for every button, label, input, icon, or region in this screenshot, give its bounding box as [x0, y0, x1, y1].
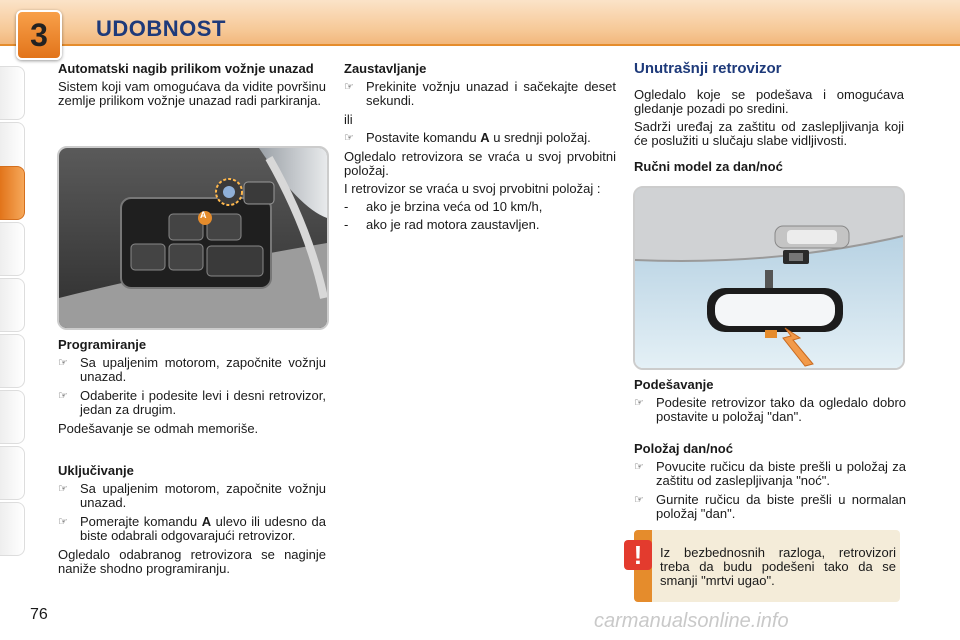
control-a-ref: A [480, 130, 490, 145]
control-a-ref: A [201, 514, 212, 529]
dash-item: - ako je rad motora zaustavljen. [344, 217, 540, 232]
finger-pointer-icon: ☞ [58, 357, 68, 369]
list-item [634, 460, 906, 488]
finger-pointer-icon: ☞ [634, 494, 644, 506]
chapter-tab-7[interactable] [0, 390, 25, 444]
interior-mirror-section [634, 62, 904, 178]
page-title: UDOBNOST [96, 16, 226, 41]
mirror-description: Ogledalo koje se podešava i omogućava gledanje pozadi po sredini. [634, 87, 904, 116]
manual-model-heading: Ručni model za dan/noć [634, 159, 783, 174]
left-intro-text: Sistem koji vam omogućava da vidite površinu zemlje prilikom vožnje unazad radi parkiranja. [58, 79, 326, 108]
day-night-section [634, 442, 906, 526]
left-intro [58, 62, 326, 112]
list-item-text: Povucite ručicu da biste prešli u položaj za zaštitu od zaslepljivanja "noć". [656, 459, 906, 488]
warning-text: Iz bezbednosnih razloga, retrovizori treba da budu podešeni tako da se smanji "mrtvi ugao". [660, 545, 896, 588]
list-item [58, 482, 326, 510]
list-item-text: Gurnite ručicu da biste prešli u normalan položaj "dan". [656, 492, 906, 521]
dash-item-text: ako je rad motora zaustavljen. [366, 217, 540, 232]
finger-pointer-icon: ☞ [58, 390, 68, 402]
list-item-text: ulevo ili udesno da biste odabrali odgovarajući retrovizor. [80, 514, 326, 543]
header-divider [0, 44, 960, 46]
list-item-text: Odaberite i podesite levi i desni retrovizor, jedan za drugim. [80, 388, 326, 417]
stop-section [344, 62, 616, 236]
list-item [634, 493, 906, 521]
stop-heading: Zaustavljanje [344, 61, 427, 76]
section-title: Unutrašnji retrovizor [634, 60, 782, 77]
list-item-text: Sa upaljenim motorom, započnite vožnju unazad. [80, 481, 326, 510]
list-item [58, 389, 326, 417]
adjustment-heading: Podešavanje [634, 377, 714, 392]
list-item-text: Podesite retrovizor tako da ogledalo dobro postavite u položaj "dan". [656, 395, 906, 424]
chapter-tab-5[interactable] [0, 278, 25, 332]
day-night-heading: Položaj dan/noć [634, 441, 733, 456]
finger-pointer-icon: ☞ [58, 516, 68, 528]
exclamation-icon: ! [624, 540, 652, 570]
chapter-tab-3-active[interactable] [0, 166, 25, 220]
watermark: carmanualsonline.info [594, 610, 789, 632]
activation-heading: Uključivanje [58, 463, 134, 478]
list-item [344, 131, 616, 145]
page-number: 76 [30, 606, 48, 623]
rearview-mirror-illustration [633, 186, 905, 370]
list-item-text: u srednji položaj. [489, 130, 591, 145]
activation-note: Ogledalo odabranog retrovizora se naginje naniže shodno programiranju. [58, 547, 326, 576]
programming-heading: Programiranje [58, 337, 147, 352]
chapter-tab-4[interactable] [0, 222, 25, 276]
left-heading: Automatski nagib prilikom vožnje unazad [58, 61, 314, 76]
dash-item: - ako je brzina veća od 10 km/h, [344, 199, 543, 214]
callout-a-label: A [200, 210, 207, 220]
finger-pointer-icon: ☞ [634, 461, 644, 473]
list-item-text: Prekinite vožnju unazad i sačekajte deset sekundi. [366, 79, 616, 108]
dash-item-text: ako je brzina veća od 10 km/h, [366, 199, 543, 214]
chapter-number-badge: 3 [16, 10, 62, 60]
adjustment-section [634, 378, 906, 429]
chapter-tab-9[interactable] [0, 502, 25, 556]
finger-pointer-icon: ☞ [634, 397, 644, 409]
list-item-text: Pomerajte komandu [80, 514, 202, 529]
list-item-text: Postavite komandu [366, 130, 481, 145]
list-item-text: Sa upaljenim motorom, započnite vožnju unazad. [80, 355, 326, 384]
finger-pointer-icon: ☞ [344, 132, 354, 144]
list-item [58, 356, 326, 384]
finger-pointer-icon: ☞ [344, 81, 354, 93]
list-item [58, 515, 326, 543]
chapter-tab-1[interactable] [0, 66, 25, 120]
mirror-return-text: Ogledalo retrovizora se vraća u svoj prvobitni položaj. [344, 149, 616, 178]
door-switch-illustration [57, 146, 329, 330]
chapter-tab-6[interactable] [0, 334, 25, 388]
chapter-tab-8[interactable] [0, 446, 25, 500]
programming-section [58, 338, 326, 440]
anti-glare-description: Sadrži uređaj za zaštitu od zaslepljivanja koji će poslužiti u slučaju slabe vidljivosti. [634, 119, 904, 148]
activation-section [58, 464, 326, 580]
retrovisor-return-text: I retrovizor se vraća u svoj prvobitni položaj : [344, 181, 601, 196]
list-item [634, 396, 906, 424]
or-text: ili [344, 112, 353, 127]
programming-note: Podešavanje se odmah memoriše. [58, 421, 259, 436]
finger-pointer-icon: ☞ [58, 483, 68, 495]
list-item [344, 80, 616, 108]
